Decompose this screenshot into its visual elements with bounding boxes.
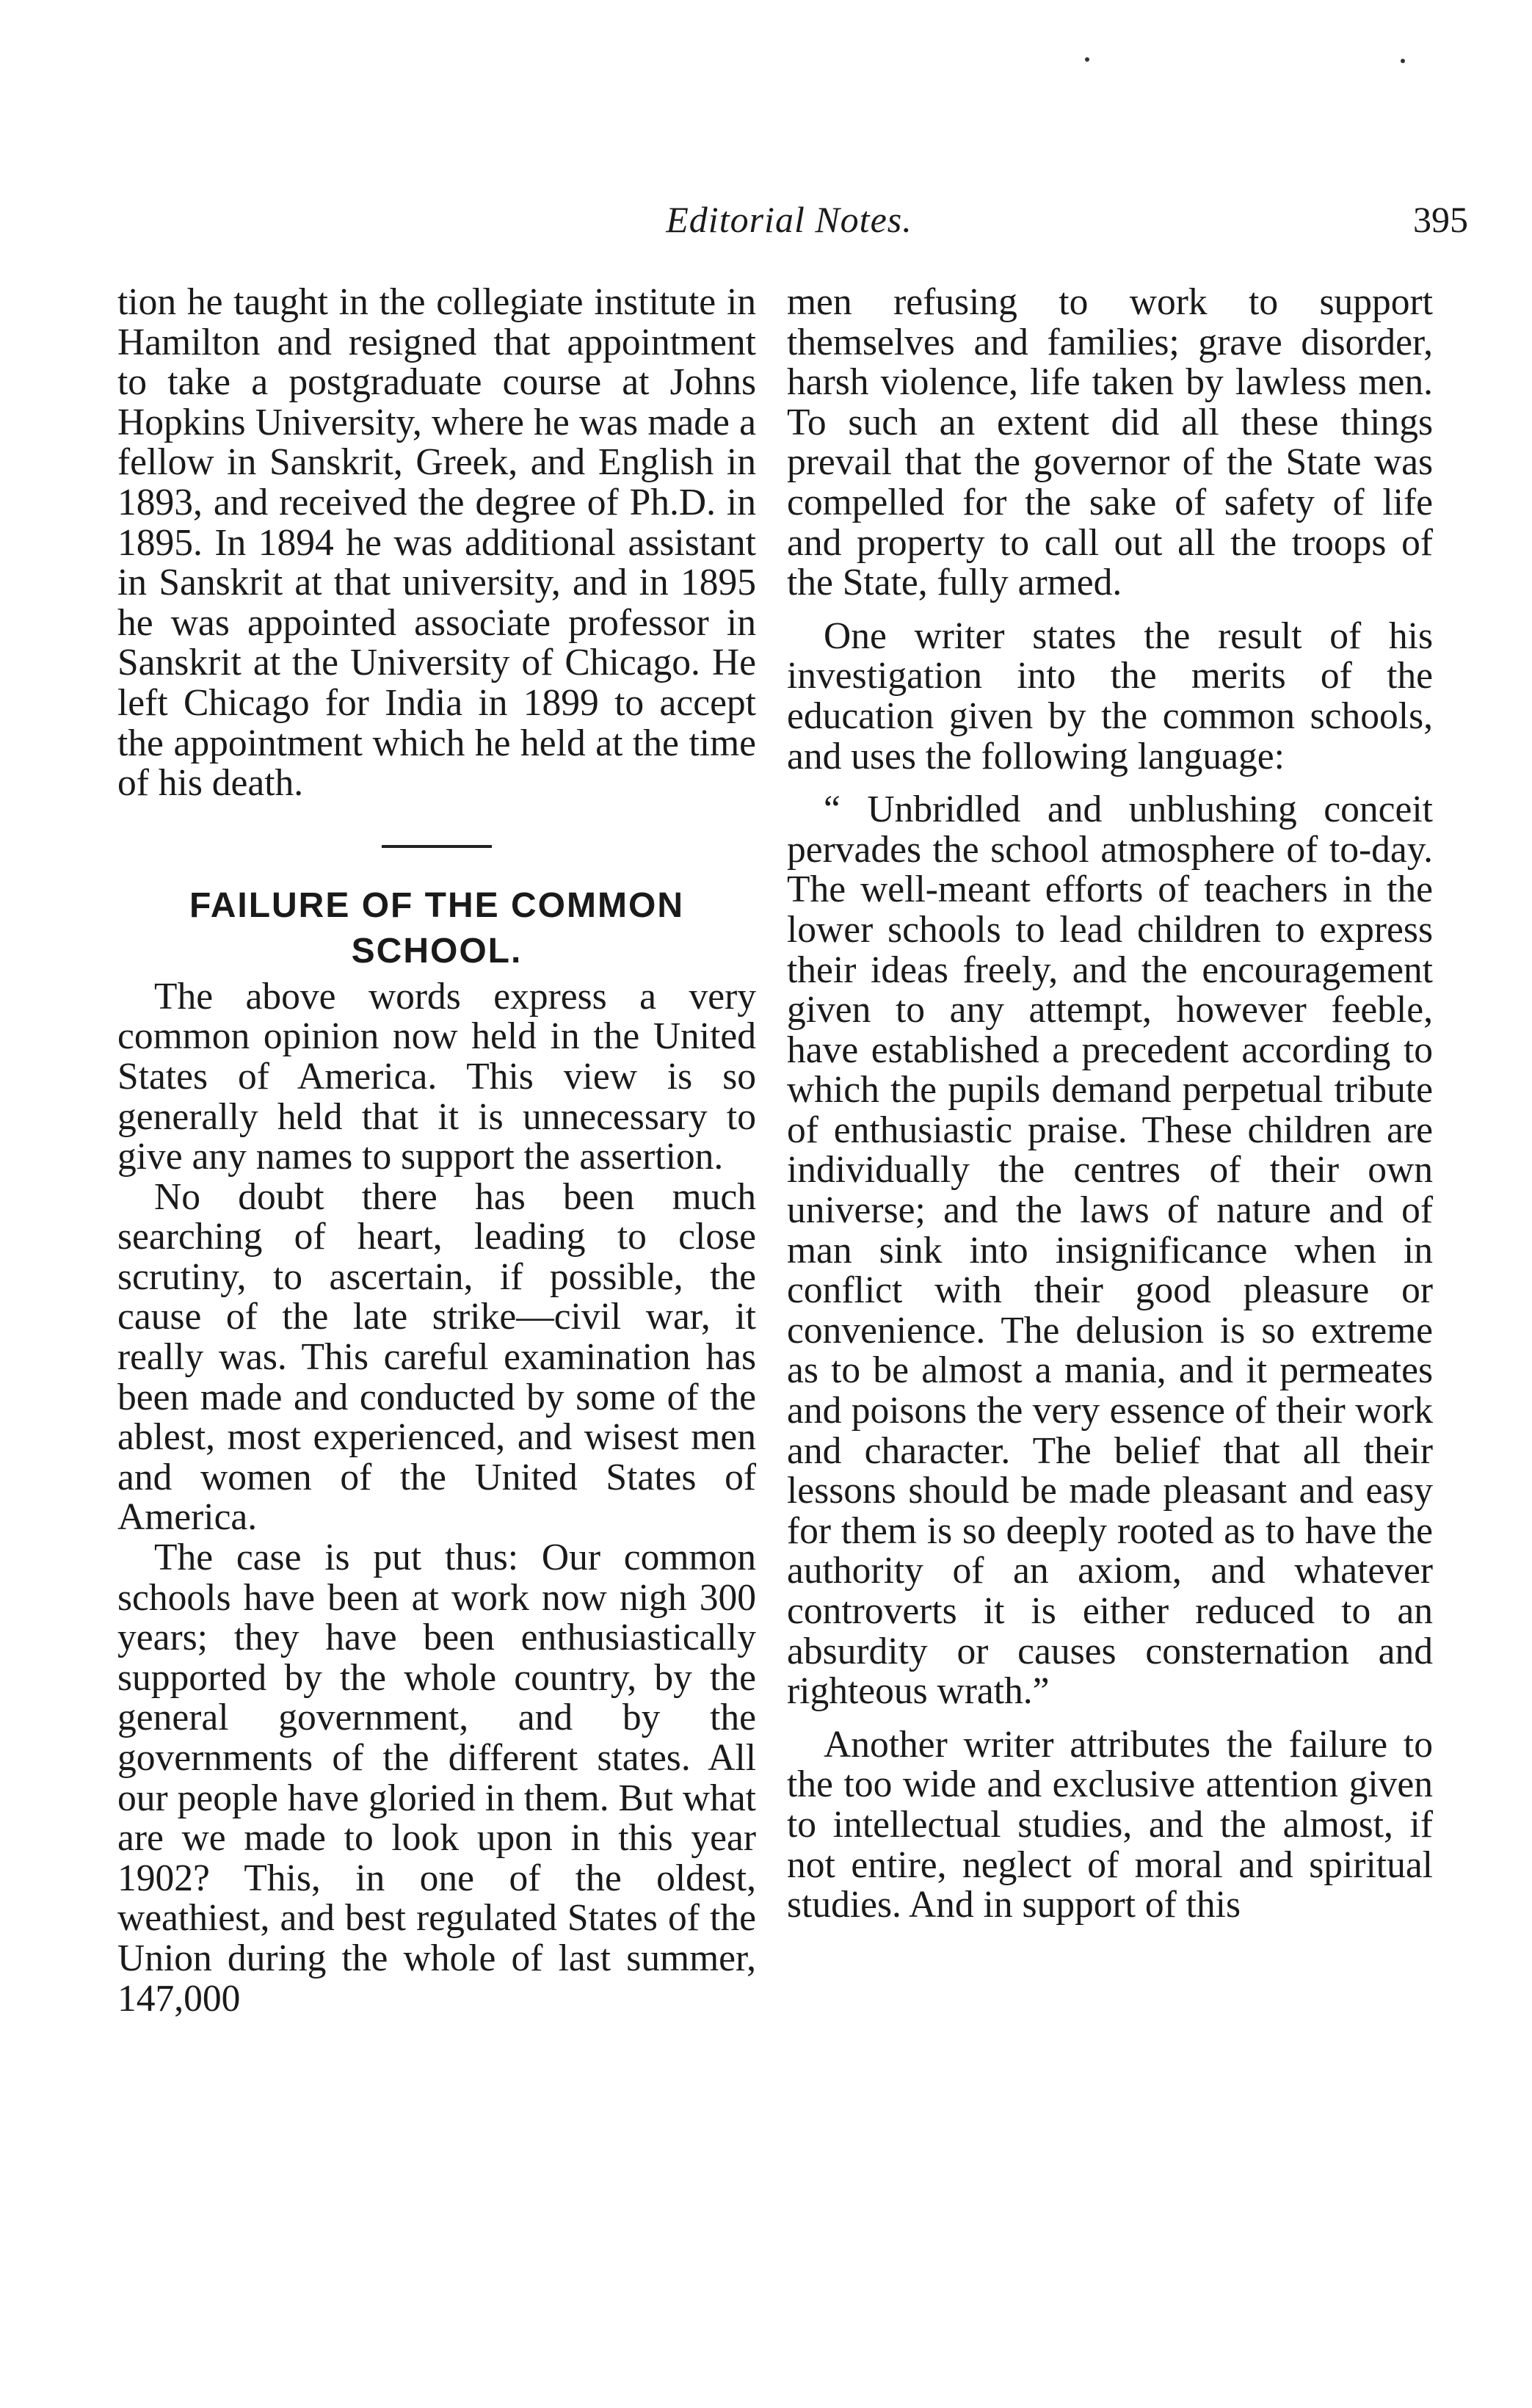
section-heading [117, 883, 756, 974]
running-title: Editorial Notes. [666, 199, 912, 240]
page-speck [1085, 57, 1089, 62]
running-head [110, 198, 1468, 250]
paragraph: The case is put thus: Our common schools have been at work now nigh 300 years; they have been enthusiastically supported by the whole country, by the general government, and by the governments of the different states. All our people have gloried in them. But what are we made to look upon in this year 1902? This, in one of the oldest, weathiest, and best regulated States of the Union during the whole of last summer, 147,000 [117, 1537, 756, 2020]
block-quotation: “ Unbridled and unblushing conceit pervades the school atmosphere of to-day. The well-meant efforts of teachers in the lower schools to lead children to express their ideas freely, and the encouragement given to any attempt, however feeble, have established a precedent according to which the pupils demand perpetual tribute of enthusiastic praise. These children are individually the centres of their own universe; and the laws of nature and of man sink into insignificance when in conflict with their good pleasure or convenience. The delusion is so extreme as to be almost a mania, and it permeates and poisons the very essence of their work and character. The belief that all their lessons should be made pleasant and easy for them is so deeply rooted as to have the authority of an axiom, and whatever controverts it is either reduced to an absurdity or causes consternation and righteous wrath.” [787, 788, 1433, 1713]
right-column [787, 283, 1433, 1926]
section-heading-line: SCHOOL. [351, 931, 523, 971]
paragraph-continuation: tion he taught in the collegiate institute in Hamilton and resigned that appointment to take a postgraduate course at Johns Hopkins University, where he was made a fellow in Sanskrit, Greek, and English in 1893, and received the degree of Ph.D. in 1895. In 1894 he was additional assistant in Sanskrit at that university, and in 1895 he was appointed associate professor in Sanskrit at the University of Chicago. He left Chicago for India in 1899 to accept the appointment which he held at the time of his death. [117, 281, 756, 805]
paragraph: Another writer attributes the failure to the too wide and exclusive attention given to intellectual studies, and the almost, if not entire, neglect of moral and spiritual studies. And in support of this [787, 1723, 1433, 1926]
left-column [117, 283, 756, 2019]
section-heading-line: FAILURE OF THE COMMON [189, 885, 684, 925]
paragraph: One writer states the result of his investigation into the merits of the education given by the common schools, and uses the following language: [787, 614, 1433, 777]
page-number: 395 [1413, 199, 1468, 240]
page-speck [1401, 59, 1405, 63]
paragraph-continuation: men refusing to work to support themselves and families; grave disorder, harsh violence, life taken by lawless men. To such an extent did all these things prevail that the governor of the State was compelled for the sake of safety of life and property to call out all the troops of the State, fully armed. [787, 281, 1433, 604]
paragraph: The above words express a very common opinion now held in the United States of America. This view is so generally held that it is unnecessary to give any names to support the assertion. [117, 975, 756, 1178]
paragraph: No doubt there has been much searching of heart, leading to close scrutiny, to ascertain, if possible, the cause of the late strike—civil war, it really was. This careful examination has been made and conducted by some of the ablest, most experienced, and wisest men and women of the United States of America. [117, 1175, 756, 1539]
section-divider [382, 845, 492, 848]
